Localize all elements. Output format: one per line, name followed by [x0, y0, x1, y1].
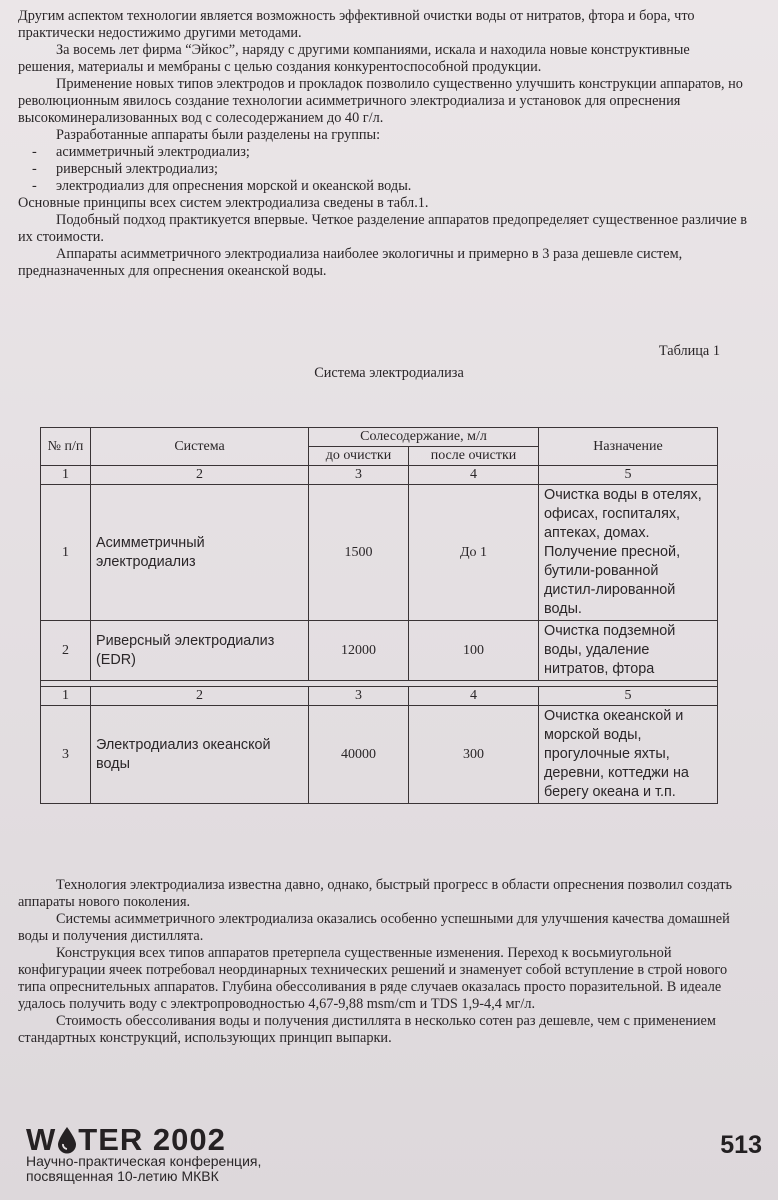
list-item: - электродиализ для опреснения морской и океанской воды. — [18, 178, 748, 195]
header-num: № п/п — [41, 428, 91, 466]
row-system: Электродиализ океанской воды — [91, 706, 309, 804]
paragraph: Аппараты асимметричного электродиализа наиболее экологичны и примерно в 3 раза дешевле систем, предназначенных для опреснения океанской воды. — [18, 246, 683, 279]
col-number: 4 — [409, 687, 539, 706]
row-after: 300 — [409, 706, 539, 804]
row-system: Асимметричный электродиализ — [91, 485, 309, 621]
col-number: 4 — [409, 466, 539, 485]
table-header-row — [41, 428, 718, 447]
table-row — [41, 621, 718, 681]
paragraph: Конструкция всех типов аппаратов претерпела существенные изменения. Переход к восьмиугольной конфигурации ячеек потребовал неординарных технических решений и знаменует собой вступление в строй нового типа опреснительных аппаратов. Глубина обессоливания в ряде случаев оказалась просто поразительной. В идеале удалось получить воду с электропроводностью 4,67-9,88 msm/cm и TDS 1,9-4,4 мг/л. — [18, 945, 728, 1012]
row-purpose: Очистка океанской и морской воды, прогулочные яхты, деревни, коттеджи на берегу океана и т.п. — [539, 706, 718, 804]
row-system: Риверсный электродиализ (EDR) — [91, 621, 309, 681]
row-purpose: Очистка подземной воды, удаление нитратов, фтора — [539, 621, 718, 681]
paragraph: Основные принципы всех систем электродиализа сведены в табл.1. — [18, 195, 429, 211]
col-number: 2 — [91, 466, 309, 485]
table-row — [41, 706, 718, 804]
row-after: До 1 — [409, 485, 539, 621]
header-purpose: Назначение — [539, 428, 718, 466]
header-before: до очистки — [309, 447, 409, 466]
logo-text: TER 2002 — [78, 1122, 226, 1157]
subtitle-line: посвященная 10-летию МКВК — [26, 1168, 219, 1184]
water-drop-icon — [56, 1126, 78, 1154]
table-title: Система электродиализа — [314, 365, 464, 381]
col-number: 5 — [539, 466, 718, 485]
page-number: 513 — [720, 1131, 762, 1159]
header-system: Система — [91, 428, 309, 466]
table-row — [41, 485, 718, 621]
logo-letter: W — [26, 1122, 57, 1157]
paragraph: Стоимость обессоливания воды и получения дистиллята в несколько сотен раз дешевле, чем с применением стандартных конструкций, использующих принцип выпарки. — [18, 1013, 716, 1046]
paragraph: Системы асимметричного электродиализа оказались особенно успешными для улучшения качества домашней воды и получения дистиллята. — [18, 911, 730, 944]
paragraph: Другим аспектом технологии является возможность эффективной очистки воды от нитратов, фтора и бора, что практически недостижимо другими методами. — [18, 8, 695, 41]
row-before: 12000 — [309, 621, 409, 681]
row-number: 1 — [41, 485, 91, 621]
row-number: 3 — [41, 706, 91, 804]
row-before: 40000 — [309, 706, 409, 804]
paragraph: Подобный подход практикуется впервые. Четкое разделение аппаратов предопределяет существенное различие в их стоимости. — [18, 212, 748, 245]
row-after: 100 — [409, 621, 539, 681]
paragraph: Применение новых типов электродов и прокладок позволило существенно улучшить конструкции аппаратов, но революционным явилось создание технологии асимметричного электродиализа и установок для опреснения высокоминерализованных вод с солесодержанием до 40 г/л. — [18, 76, 743, 126]
col-number: 5 — [539, 687, 718, 706]
col-number: 3 — [309, 687, 409, 706]
header-salt: Солесодержание, м/л — [309, 428, 539, 447]
row-before: 1500 — [309, 485, 409, 621]
col-number: 1 — [41, 466, 91, 485]
electrodialysis-table — [40, 427, 718, 804]
list-item: - риверсный электродиализ; — [18, 161, 748, 178]
list-item: - асимметричный электродиализ; — [18, 144, 748, 161]
column-numbers-row — [41, 687, 718, 706]
intro-text — [18, 8, 748, 280]
conference-subtitle — [26, 1154, 261, 1184]
column-numbers-row — [41, 466, 718, 485]
table-number: Таблица 1 — [658, 343, 720, 359]
row-number: 2 — [41, 621, 91, 681]
row-purpose: Очистка воды в отелях, офисах, госпиталях, аптеках, домах. Получение пресной, бутили-рованной дистил-лированной воды. — [539, 485, 718, 621]
col-number: 2 — [91, 687, 309, 706]
paragraph: Разработанные аппараты были разделены на группы: — [56, 127, 381, 143]
col-number: 1 — [41, 687, 91, 706]
paragraph: Технология электродиализа известна давно, однако, быстрый прогресс в области опреснения позволил создать аппараты нового поколения. — [18, 877, 733, 910]
subtitle-line: Научно-практическая конференция, — [26, 1153, 262, 1169]
paragraph: За восемь лет фирма “Эйкос”, наряду с другими компаниями, искала и находила новые конструктивные решения, материалы и мембраны с целью создания конкурентоспособной продукции. — [18, 42, 690, 75]
header-after: после очистки — [409, 447, 539, 466]
col-number: 3 — [309, 466, 409, 485]
closing-text — [18, 877, 748, 1047]
